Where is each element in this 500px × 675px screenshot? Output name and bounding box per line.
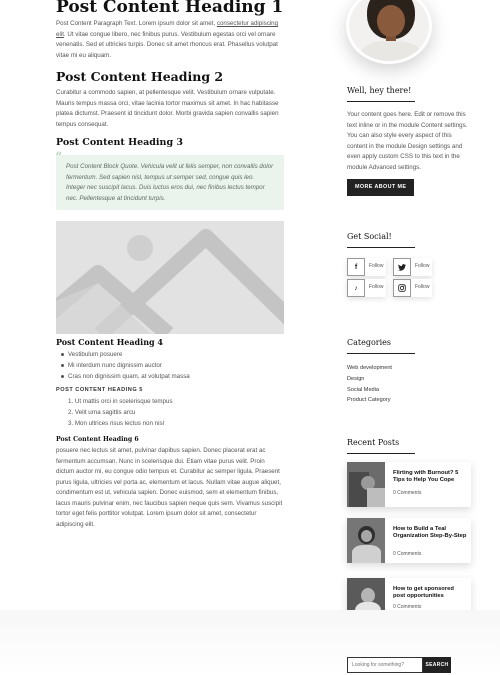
divider bbox=[347, 453, 415, 454]
about-title: Well, hey there! bbox=[347, 86, 412, 95]
divider bbox=[347, 353, 415, 354]
list-item: Cras non dignissim quam, at volutpat massa bbox=[56, 371, 284, 382]
follow-label: Follow bbox=[415, 263, 430, 269]
block-quote bbox=[55, 150, 284, 210]
more-about-me-button[interactable]: MORE ABOUT ME bbox=[347, 179, 414, 196]
tiktok-follow-button[interactable] bbox=[347, 279, 386, 297]
instagram-icon bbox=[393, 279, 411, 297]
divider bbox=[347, 247, 415, 248]
post-thumbnail bbox=[347, 518, 385, 563]
avatar-face bbox=[377, 5, 405, 37]
recent-post-card[interactable] bbox=[347, 518, 471, 563]
post-heading-3: Post Content Heading 3 bbox=[56, 137, 184, 148]
post-comments: 0 Comments bbox=[393, 551, 422, 557]
post-heading-1: Post Content Heading 1 bbox=[56, 0, 284, 17]
recent-posts-widget bbox=[347, 438, 472, 454]
search-input[interactable] bbox=[347, 657, 423, 673]
facebook-follow-button[interactable] bbox=[347, 258, 386, 276]
instagram-follow-button[interactable] bbox=[393, 279, 432, 297]
categories-widget bbox=[347, 338, 472, 406]
image-placeholder-icon bbox=[56, 221, 284, 334]
numbered-list bbox=[56, 396, 284, 429]
image-placeholder bbox=[56, 221, 284, 334]
avatar bbox=[346, 0, 432, 64]
category-link[interactable]: Product Category bbox=[347, 397, 391, 404]
post-title[interactable]: How to get sponsored post opportunities bbox=[393, 586, 454, 599]
category-link[interactable]: Social Media bbox=[347, 386, 380, 393]
social-widget bbox=[347, 232, 472, 248]
paragraph-text: . Ut vitae congue libero, nec finibus purus. Vestibulum egestas orci vel ornare venenatis. Sed et ultricies turpis. Donec sit amet rhoncus erat. Phasellus volutpat vitae mi eu aliquam. bbox=[56, 30, 278, 59]
follow-label: Follow bbox=[369, 284, 384, 290]
paragraph-text: Post Content Paragraph Text. Lorem ipsum dolor sit amet, bbox=[56, 20, 217, 27]
post-paragraph-1 bbox=[56, 19, 284, 61]
bullet-list bbox=[56, 349, 284, 382]
post-heading-6: Post Content Heading 6 bbox=[56, 436, 139, 443]
category-link[interactable]: Web development bbox=[347, 365, 392, 371]
follow-label: Follow bbox=[415, 284, 430, 290]
list-item: 2. Velit urna sagittis arcu bbox=[68, 409, 136, 416]
facebook-icon: f bbox=[347, 258, 365, 276]
post-paragraph-2: Curabitur a commodo sapien, at pellentesque velit. Vestibulum ornare vulputate. Mauris tempus massa orci, vitae lacinia tortor maximus sit amet. In hac habitasse platea dictumst. Praesent id tincidunt dolor. Morbi gravida sapien convallis sapien tempus consequat. bbox=[56, 89, 279, 128]
recent-posts-title: Recent Posts bbox=[347, 438, 400, 447]
twitter-follow-button[interactable] bbox=[393, 258, 432, 276]
post-title[interactable]: How to Build a Teal Organization Step-By-Step bbox=[393, 526, 467, 539]
list-item: 3. Mon ultrices risus lectus non nisl bbox=[68, 420, 164, 427]
twitter-icon bbox=[393, 258, 411, 276]
post-content bbox=[56, 0, 284, 530]
search-form bbox=[347, 657, 451, 673]
list-item: 1. Ut mattis orci in scelerisque tempus bbox=[68, 398, 173, 405]
recent-post-card[interactable] bbox=[347, 462, 471, 507]
post-heading-2: Post Content Heading 2 bbox=[56, 69, 224, 84]
post-comments: 0 Comments bbox=[393, 604, 422, 610]
post-paragraph-3: posuere nec lectus sit amet, pulvinar dapibus sapien. Donec placerat erat ac fermentum accumsan. Nunc in scelerisque dui. Etiam vitae purus velit. Proin dictum auctor mi, eu congue odio tempus et. Curabitur ac semper ligula. Praesent purus ligula, ultricies vel porta ac, elementum et lacus. Nullam vitae augue aliquet, condimentum est ut, vehicula sapien. Donec euismod, sem et elementum finibus, lacus mauris pulvinar enim, nec faucibus sapien neque quis sem. Vivamus suscipit tortor eget felis porttitor volutpat. Lorem ipsum dolor sit amet, consectetur adipiscing elit. bbox=[56, 447, 283, 528]
post-thumbnail bbox=[347, 462, 385, 507]
list-item: Vestibulum posuere bbox=[56, 349, 284, 360]
category-link[interactable]: Design bbox=[347, 375, 365, 382]
about-text: Your content goes here. Edit or remove this text inline or in the module Content settings. You can also style every aspect of this content in the module Design settings and even apply custom CSS to this text in the module Advanced settings. bbox=[347, 111, 468, 171]
follow-label: Follow bbox=[369, 263, 384, 269]
paragraph-link[interactable]: consectetur adipiscing elit bbox=[56, 20, 279, 38]
categories-title: Categories bbox=[347, 338, 391, 347]
social-title: Get Social! bbox=[347, 232, 392, 241]
tiktok-icon: ♪ bbox=[347, 279, 365, 297]
about-widget bbox=[347, 86, 472, 196]
instagram-icon bbox=[398, 284, 406, 292]
divider bbox=[347, 101, 415, 102]
post-comments: 0 Comments bbox=[393, 490, 422, 496]
list-item: Mi interdum nunc dignissim auctor bbox=[56, 360, 284, 371]
post-title[interactable]: Flirting with Burnout? 5 Tips to Help You Cope bbox=[393, 470, 459, 483]
post-heading-5: POST CONTENT HEADING 5 bbox=[56, 387, 143, 393]
twitter-icon bbox=[398, 264, 406, 271]
quote-text: Post Content Block Quote. Vehicula velit ut felis semper, non convallis dolor fermentum. Sed sapien nisl, tempus ut semper sed, congue quis leo. Integer nec suscipit lacus. Duis luctus eros dui, nec finibus lectus tempor nec. Pellentesque at tincidunt turpis. bbox=[66, 163, 274, 202]
post-heading-4: Post Content Heading 4 bbox=[56, 337, 163, 347]
search-button[interactable]: SEARCH bbox=[423, 657, 451, 673]
quote-icon: “ bbox=[55, 150, 63, 166]
